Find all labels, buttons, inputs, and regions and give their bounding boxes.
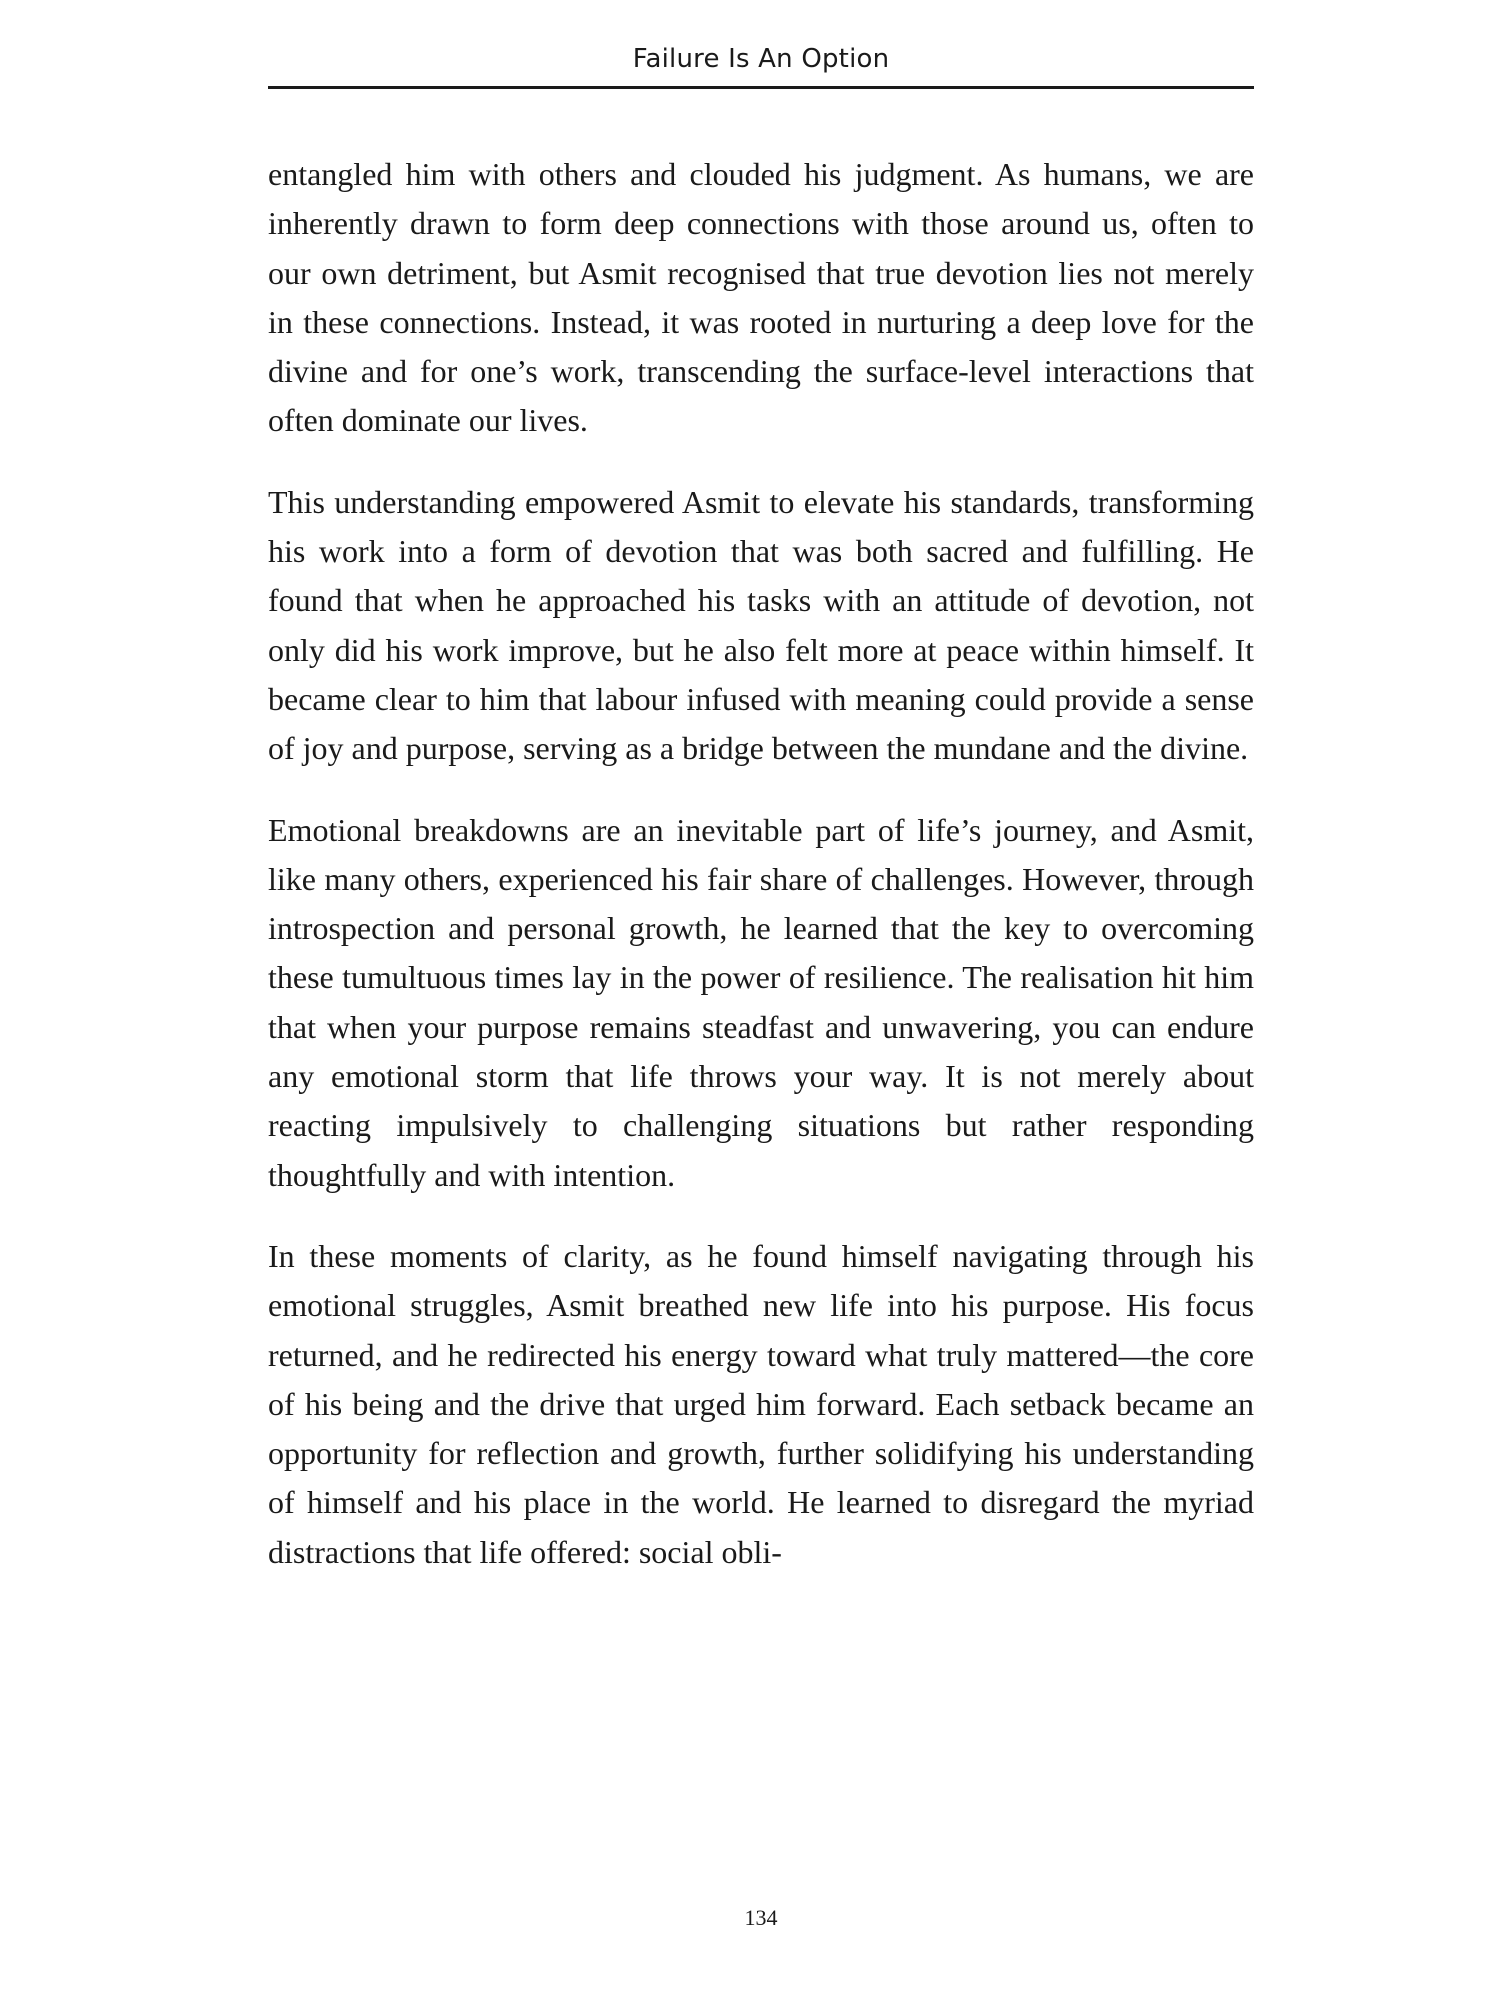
- header-rule: [268, 86, 1254, 89]
- paragraph: This understanding empowered Asmit to elevate his standards, transforming his work into a form of devotion that was both sacred and fulfilling. He found that when he approached his tasks with an attitude of devotion, not only did his work improve, but he also felt more at peace within himself. It became clear to him that labour infused with meaning could provide a sense of joy and purpose, serving as a bridge between the mundane and the divine.: [268, 483, 1254, 767]
- running-head-title: Failure Is An Option: [632, 44, 890, 74]
- paragraph: entangled him with others and clouded his judgment. As humans, we are inherently drawn to form deep connections with those around us, often to our own detriment, but Asmit recognised that true devotion lies not merely in these connections. Instead, it was rooted in nurturing a deep love for the divine and for one’s work, transcending the surface-level interactions that often dominate our lives.: [268, 156, 1254, 439]
- body-text: [268, 150, 1254, 1609]
- paragraph: In these moments of clarity, as he found himself navigating through his emotional struggles, Asmit breathed new life into his purpose. His focus returned, and he redirected his energy toward what truly mattered—the core of his being and the drive that urged him forward. Each setback became an opportunity for reflection and growth, further solidifying his understanding of himself and his place in the world. He learned to disregard the myriad distractions that life offered: social obli-: [268, 1237, 1254, 1570]
- page-number: 134: [744, 1905, 778, 1930]
- paragraph: Emotional breakdowns are an inevitable part of life’s journey, and Asmit, like many others, experienced his fair share of challenges. However, through introspection and personal growth, he learned that the key to overcoming these tumultuous times lay in the power of resilience. The realisation hit him that when your purpose remains steadfast and unwavering, you can endure any emotional storm that life throws your way. It is not merely about reacting impulsively to challenging situations but rather responding thoughtfully and with intention.: [268, 811, 1254, 1193]
